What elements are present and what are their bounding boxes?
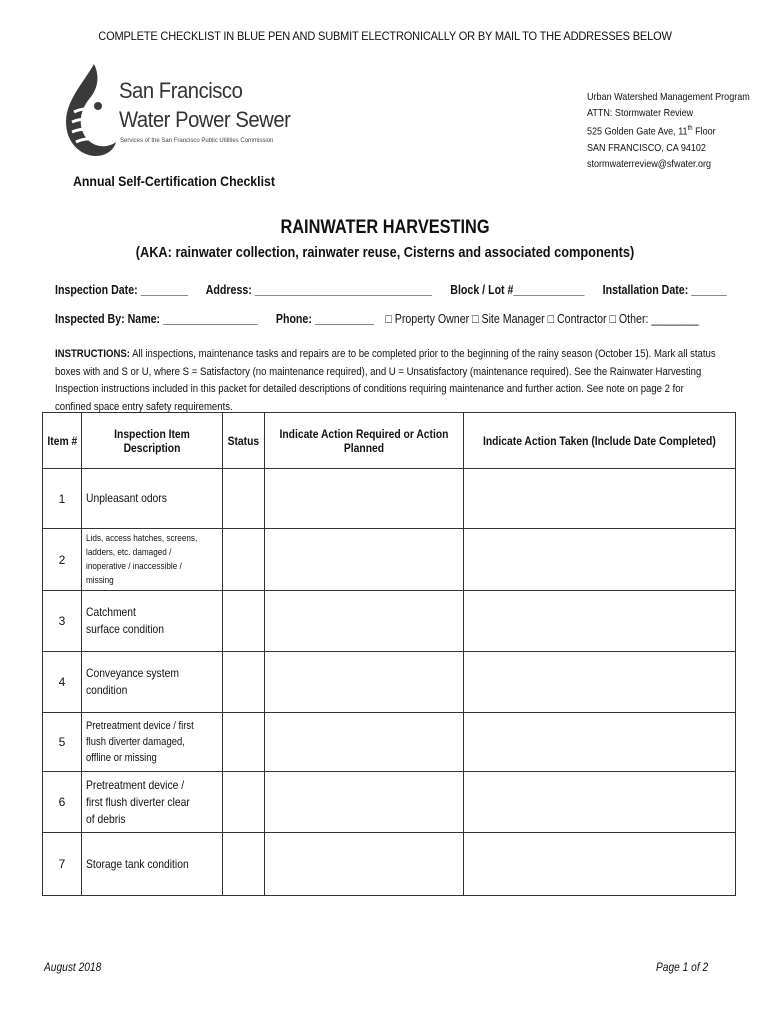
action-required-cell[interactable] xyxy=(265,713,464,772)
inspector-fields-row xyxy=(55,312,699,326)
address-line3: 525 Golden Gate Ave, 11th Floor xyxy=(587,125,716,138)
block-lot-field[interactable]: Block / Lot #____________ xyxy=(450,283,585,297)
sfpuc-logo xyxy=(60,62,290,158)
action-taken-cell[interactable] xyxy=(464,529,736,591)
header-action-required: Indicate Action Required or Action Planned xyxy=(265,413,464,469)
item-number: 4 xyxy=(43,652,82,713)
submission-notice: COMPLETE CHECKLIST IN BLUE PEN AND SUBMIT ELECTRONICALLY OR BY MAIL TO THE ADDRESSES BELOW xyxy=(98,29,672,43)
table-row xyxy=(43,652,736,713)
item-description: Pretreatment device / first flush diverter damaged, offline or missing xyxy=(81,713,222,772)
action-required-cell[interactable] xyxy=(265,833,464,896)
item-description: Conveyance system condition xyxy=(81,652,222,713)
inspection-fields-row xyxy=(55,283,727,297)
water-drop-logo-icon xyxy=(60,62,118,158)
instructions-text: All inspections, maintenance tasks and repairs are to be completed prior to the beginning of the rainy season (October 15). Mark all status boxes with and S or U, where S = Satisfactory (no maintenance required), and U = Unsatisfactory (maintenance required). See the Rainwater Harvesting Inspection instructions included in this packet for detailed descriptions of conditions requiring maintenance and further action. See note on page 2 for confined space entry safety requirements. xyxy=(55,348,716,413)
inspection-date-field[interactable]: Inspection Date: ________ xyxy=(55,283,188,297)
item-number: 7 xyxy=(43,833,82,896)
item-number: 2 xyxy=(43,529,82,591)
item-number: 3 xyxy=(43,591,82,652)
instructions-paragraph xyxy=(55,346,716,416)
address-line4: SAN FRANCISCO, CA 94102 xyxy=(587,141,706,154)
action-required-cell[interactable] xyxy=(265,591,464,652)
address-email: stormwaterreview@sfwater.org xyxy=(587,157,712,170)
table-row xyxy=(43,772,736,833)
inspection-checklist-table xyxy=(42,412,736,896)
action-taken-cell[interactable] xyxy=(464,713,736,772)
status-cell[interactable] xyxy=(222,713,264,772)
phone-field[interactable]: Phone: __________ xyxy=(275,312,374,326)
status-cell[interactable] xyxy=(222,591,264,652)
item-number: 1 xyxy=(43,469,82,529)
address-field[interactable]: Address: ______________________________ xyxy=(205,283,433,297)
status-cell[interactable] xyxy=(222,833,264,896)
action-taken-cell[interactable] xyxy=(464,469,736,529)
action-required-cell[interactable] xyxy=(265,652,464,713)
mailing-address xyxy=(587,89,750,172)
item-description: Pretreatment device / first flush diverter clear of debris xyxy=(81,772,222,833)
page-title: RAINWATER HARVESTING xyxy=(280,217,490,238)
table-row xyxy=(43,529,736,591)
item-description: Catchment surface condition xyxy=(81,591,222,652)
status-cell[interactable] xyxy=(222,469,264,529)
status-cell[interactable] xyxy=(222,529,264,591)
address-line2: ATTN: Stormwater Review xyxy=(587,107,694,119)
table-row xyxy=(43,713,736,772)
item-number: 6 xyxy=(43,772,82,833)
table-row xyxy=(43,469,736,529)
action-required-cell[interactable] xyxy=(265,469,464,529)
page-aka-subtitle: (AKA: rainwater collection, rainwater reuse, Cisterns and associated components) xyxy=(135,245,635,261)
inspected-by-name-field[interactable]: Inspected By: Name: ________________ xyxy=(55,312,258,326)
header-status: Status xyxy=(222,413,264,469)
address-line1: Urban Watershed Management Program xyxy=(587,91,750,103)
action-taken-cell[interactable] xyxy=(464,833,736,896)
logo-name-line2: Water Power Sewer xyxy=(119,107,291,132)
header-item-number: Item # xyxy=(43,413,82,469)
table-row xyxy=(43,833,736,896)
footer-date: August 2018 xyxy=(44,960,102,974)
action-required-cell[interactable] xyxy=(265,529,464,591)
action-taken-cell[interactable] xyxy=(464,772,736,833)
action-required-cell[interactable] xyxy=(265,772,464,833)
form-subtitle: Annual Self-Certification Checklist xyxy=(73,173,275,189)
table-row xyxy=(43,591,736,652)
item-number: 5 xyxy=(43,713,82,772)
item-description: Storage tank condition xyxy=(81,833,222,896)
status-cell[interactable] xyxy=(222,652,264,713)
table-header-row xyxy=(43,413,736,469)
header-description: Inspection Item Description xyxy=(81,413,222,469)
installation-date-field[interactable]: Installation Date: ______ xyxy=(602,283,727,297)
item-description: Unpleasant odors xyxy=(81,469,222,529)
action-taken-cell[interactable] xyxy=(464,652,736,713)
role-checkboxes[interactable]: □ Property Owner □ Site Manager □ Contractor □ Other: ________ xyxy=(385,312,699,326)
logo-tagline: Services of the San Francisco Public Utilities Commission xyxy=(120,138,274,144)
header-action-taken: Indicate Action Taken (Include Date Completed) xyxy=(464,413,736,469)
logo-name-line1: San Francisco xyxy=(119,78,243,103)
item-description: Lids, access hatches, screens, ladders, etc. damaged / inoperative / inaccessible / missing xyxy=(81,529,222,591)
instructions-label: INSTRUCTIONS: xyxy=(55,348,130,360)
action-taken-cell[interactable] xyxy=(464,591,736,652)
footer-page-number: Page 1 of 2 xyxy=(656,960,709,974)
status-cell[interactable] xyxy=(222,772,264,833)
